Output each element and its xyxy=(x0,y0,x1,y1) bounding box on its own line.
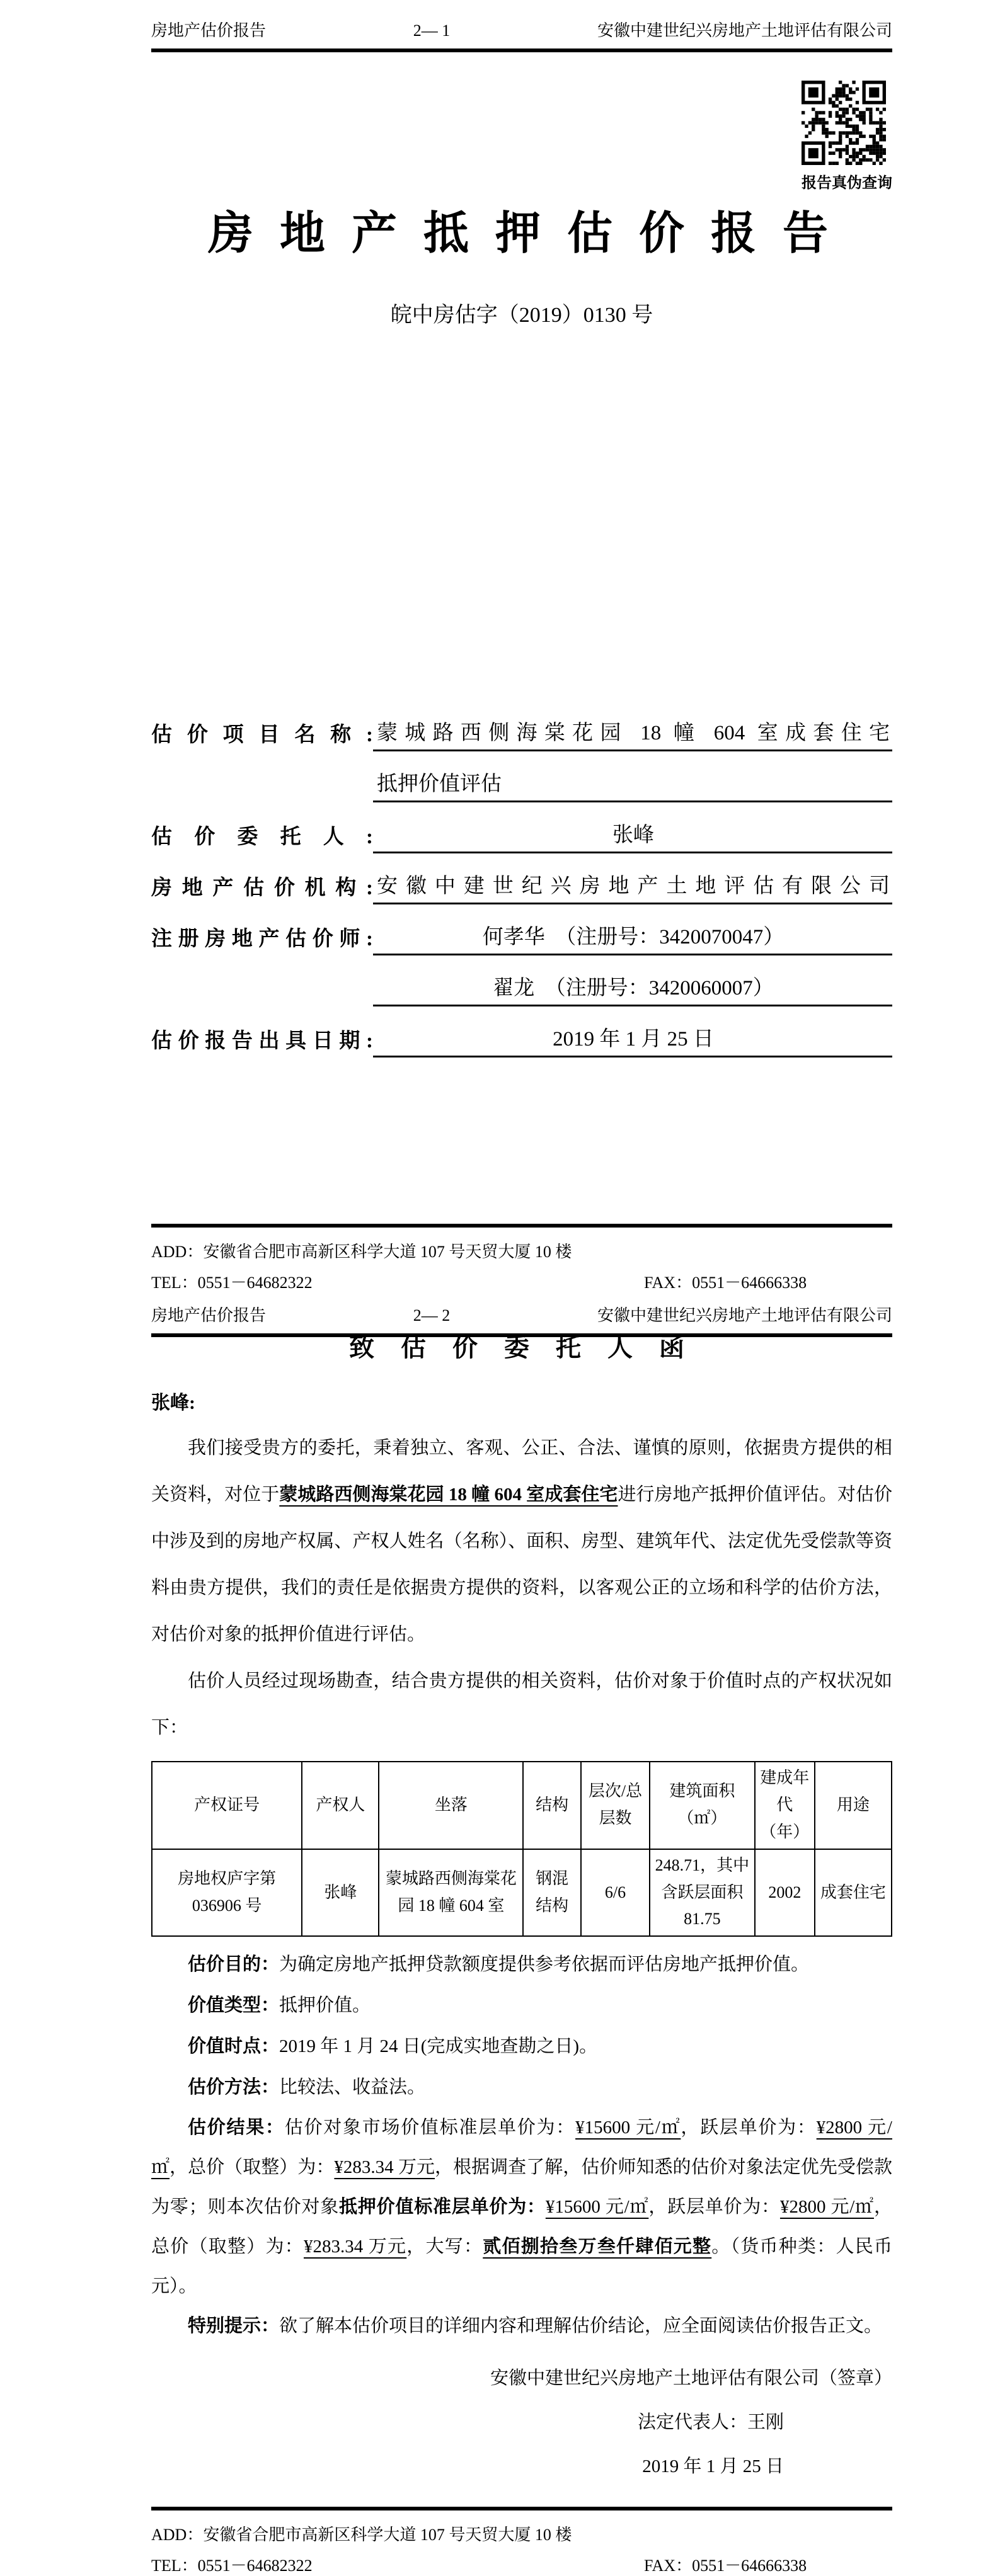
header-page-number: 2— 1 xyxy=(413,21,451,40)
table-header-cell: 用途 xyxy=(815,1762,892,1849)
table-cell: 248.71，其中含跃层面积 81.75 xyxy=(650,1849,755,1937)
footer-tel: TEL：0551－64682322 xyxy=(151,2556,313,2575)
signature-representative: 法定代表人：王刚 xyxy=(637,2412,784,2433)
header-page-number: 2— 2 xyxy=(413,1306,451,1325)
header-company-name: 安徽中建世纪兴房地产土地评估有限公司 xyxy=(597,21,892,40)
table-header-cell: 层次/总层数 xyxy=(581,1762,650,1849)
field-issue-date xyxy=(151,1006,892,1057)
paragraph-engagement: 我们接受贵方的委托，秉着独立、客观、公正、合法、谨慎的原则，依据贵方提供的相关资料，对位于蒙城路西侧海棠花园 18 幢 604 室成套住宅进行房地产抵押价值评估。对估价中涉及到的房地产权属、产权人姓名（名称）、面积、房型、建筑年代、法定优先受偿款等资料由贵方提供，我们的责任是依据贵方提供的资料，以客观公正的立场和科学的估价方法，对估价对象的抵押价值进行评估。 xyxy=(151,1438,892,1644)
signature-block xyxy=(151,2356,892,2488)
table-header-cell: 坐落 xyxy=(379,1762,523,1849)
table-cell: 房地权庐字第 036906 号 xyxy=(152,1849,302,1937)
field-value: 2019 年 1 月 25 日 xyxy=(373,1022,892,1057)
field-label: 房地产估价机构: xyxy=(151,877,373,899)
table-cell: 蒙城路西侧海棠花园 18 幢 604 室 xyxy=(379,1849,523,1937)
item-value-date: 价值时点：2019 年 1 月 24 日(完成实地查勘之日)。 xyxy=(188,2036,598,2057)
item-purpose: 估价目的：为确定房地产抵押贷款额度提供参考依据而评估房地产抵押价值。 xyxy=(188,1954,810,1975)
qr-block xyxy=(802,81,892,192)
footer-fax: FAX：0551－64666338 xyxy=(644,2556,807,2575)
field-appraiser-1 xyxy=(151,904,892,955)
field-value: 张峰 xyxy=(373,818,892,853)
field-label: 估价报告出具日期: xyxy=(151,1030,373,1052)
field-value: 蒙城路西侧海棠花园 18 幢 604 室成套住宅 xyxy=(373,716,892,751)
signature-date: 2019 年 1 月 25 日 xyxy=(642,2456,784,2477)
letter-page xyxy=(0,1296,1000,2575)
field-value: 翟龙 （注册号：3420060007） xyxy=(373,971,892,1006)
field-label xyxy=(151,799,373,802)
signature-company: 安徽中建世纪兴房地产土地评估有限公司（签章） xyxy=(490,2368,892,2389)
field-value: 安徽中建世纪兴房地产土地评估有限公司 xyxy=(373,869,892,904)
table-header-cell: 产权证号 xyxy=(152,1762,302,1849)
table-cell: 成套住宅 xyxy=(815,1849,892,1937)
item-value-type: 价值类型：抵押价值。 xyxy=(188,1995,371,2016)
field-value: 抵押价值评估 xyxy=(373,767,892,802)
page-footer xyxy=(151,1224,892,1291)
header-doc-type: 房地产估价报告 xyxy=(151,21,267,40)
paragraph-result: 估价结果：估价对象市场价值标准层单价为：¥15600 元/㎡，跃层单价为：¥2800 元/㎡，总价（取整）为：¥283.34 万元，根据调查了解，估价师知悉的估价对象法定优先受偿款为零；则本次估价对象抵押价值标准层单价为：¥15600 元/㎡，跃层单价为：¥2800 元/㎡，总价（取整）为：¥283.34 万元，大写：贰佰捌拾叁万叁仟肆佰元整。（货币种类：人民币元）。 xyxy=(151,2117,892,2297)
qr-code-icon xyxy=(802,81,886,165)
field-client xyxy=(151,802,892,853)
field-project-name-line2 xyxy=(151,751,892,802)
field-value: 何孝华 （注册号：3420070047） xyxy=(373,920,892,955)
field-appraiser-2 xyxy=(151,955,892,1006)
footer-contacts xyxy=(151,1270,892,1291)
qr-caption: 报告真伪查询 xyxy=(802,175,892,191)
table-cell: 张峰 xyxy=(302,1849,379,1937)
footer-address: ADD：安徽省合肥市高新区科学大道 107 号天贸大厦 10 楼 xyxy=(151,2526,572,2544)
table-row xyxy=(152,1849,892,1937)
cover-fields xyxy=(151,700,892,1057)
table-cell: 6/6 xyxy=(581,1849,650,1937)
footer-contacts xyxy=(151,2553,892,2574)
table-header-cell: 产权人 xyxy=(302,1762,379,1849)
letter-title: 致 估 价 委 托 人 函 xyxy=(349,1333,694,1362)
field-label xyxy=(151,1003,373,1006)
page-footer xyxy=(151,2507,892,2574)
letter-body xyxy=(151,1391,892,2488)
footer-fax: FAX：0551－64666338 xyxy=(644,1274,807,1292)
table-header-cell: 建筑面积（㎡） xyxy=(650,1762,755,1849)
table-header-cell: 建成年代（年） xyxy=(755,1762,815,1849)
field-label: 估价项目名称: xyxy=(151,724,373,746)
table-header-row xyxy=(152,1762,892,1849)
table-header-cell: 结构 xyxy=(523,1762,581,1849)
salutation: 张峰: xyxy=(151,1393,195,1413)
report-title: 房 地 产 抵 押 估 价 报 告 xyxy=(207,208,836,259)
footer-tel: TEL：0551－64682322 xyxy=(151,1274,313,1292)
header-company-name: 安徽中建世纪兴房地产土地评估有限公司 xyxy=(597,1306,892,1325)
footer-address: ADD：安徽省合肥市高新区科学大道 107 号天贸大厦 10 楼 xyxy=(151,1243,572,1261)
report-number: 皖中房估字（2019）0130 号 xyxy=(390,304,653,327)
property-rights-table xyxy=(151,1761,892,1937)
header-doc-type: 房地产估价报告 xyxy=(151,1306,267,1325)
table-cell: 钢混结构 xyxy=(523,1849,581,1937)
table-cell: 2002 xyxy=(755,1849,815,1937)
item-methods: 估价方法：比较法、收益法。 xyxy=(188,2077,426,2098)
paragraph-survey: 估价人员经过现场勘查，结合贵方提供的相关资料，估价对象于价值时点的产权状况如下： xyxy=(151,1671,892,1738)
paragraph-special-notice: 特别提示：欲了解本估价项目的详细内容和理解估价结论，应全面阅读估价报告正文。 xyxy=(188,2316,883,2337)
field-label: 估价委托人: xyxy=(151,826,373,848)
field-label: 注册房地产估价师: xyxy=(151,928,373,950)
field-project-name xyxy=(151,700,892,751)
field-agency xyxy=(151,853,892,904)
page-header xyxy=(151,18,892,52)
